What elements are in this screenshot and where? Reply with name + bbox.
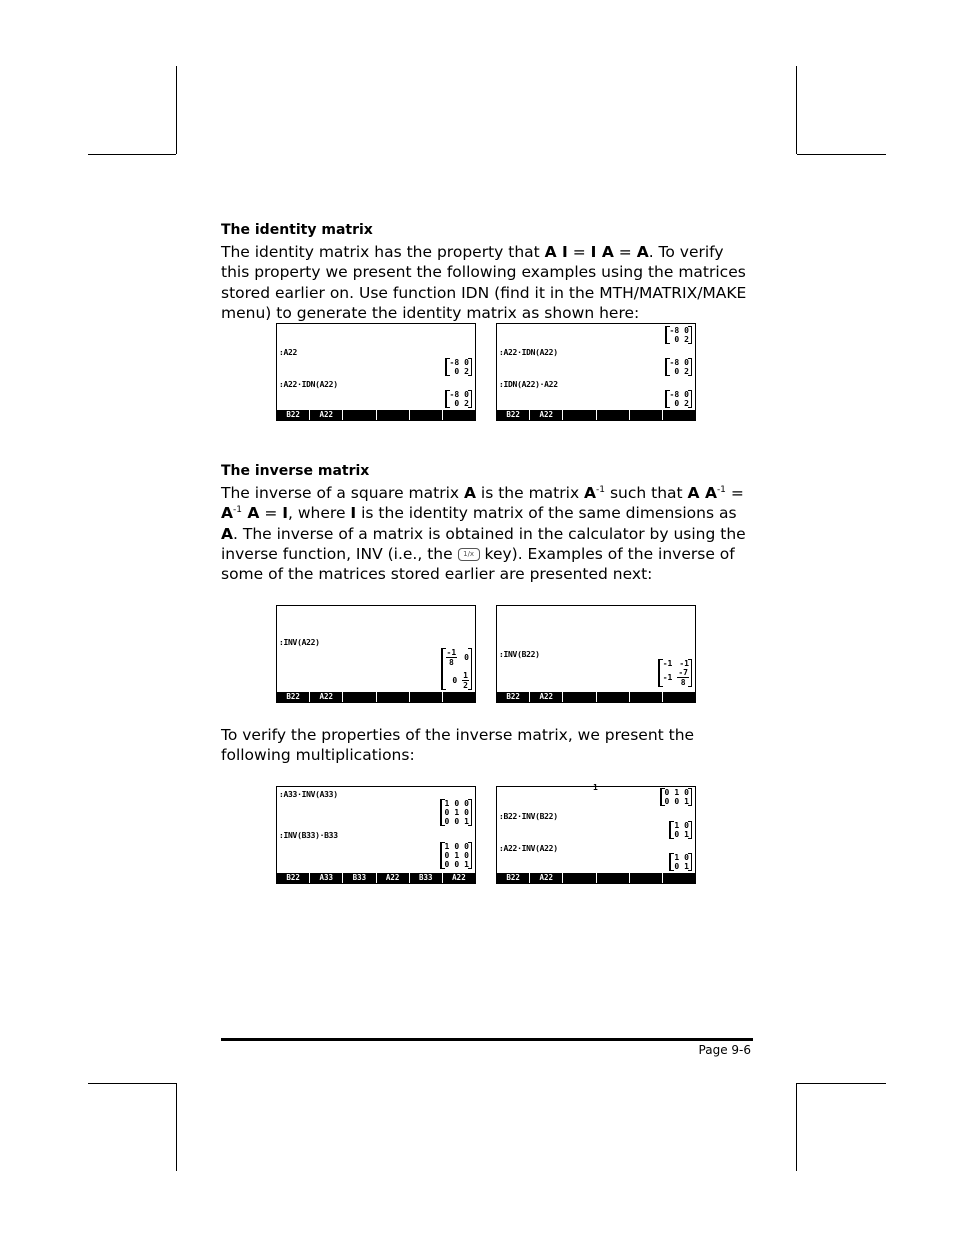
calculator-screen-3 xyxy=(276,605,476,703)
calculator-screen-2 xyxy=(496,323,696,421)
identity-heading: The identity matrix xyxy=(221,222,373,238)
softkey: B33 xyxy=(410,873,443,883)
identity-paragraph: The identity matrix has the property that A I = I A = A. To verify this property we present the following examples using the matrices stored earlier on. Use function IDN (find it in the MTH/MATRIX/MAKE menu) to generate the identity matrix as shown here: xyxy=(221,243,747,322)
softkey xyxy=(597,410,630,420)
softkey-menu xyxy=(277,410,475,420)
crop-mark xyxy=(796,66,797,154)
crop-mark xyxy=(176,66,177,154)
matrix-display: -8 0 0 2 xyxy=(665,326,692,344)
inverse-paragraph: The inverse of a square matrix A is the matrix $A^{-1}$ such that A $A^{-1} = A^{-1}$ A = I, where I is the identity matrix of the same dimensions as A. The inverse of a matrix is obtained in the calculator by using the inverse function, INV (i.e., the 1/x key). Examples of the inverse of some of the matrices stored earlier are presented next: xyxy=(221,484,746,584)
softkey: B22 xyxy=(497,410,530,420)
calculator-screen-1 xyxy=(276,323,476,421)
stack-line: :A22 xyxy=(279,348,298,357)
stack-line: :A22·IDN(A22) xyxy=(499,348,558,357)
calculator-screen-5 xyxy=(276,786,476,884)
matrix-display: -8 0 0 2 xyxy=(665,358,692,376)
softkey xyxy=(597,692,630,702)
softkey: B22 xyxy=(277,692,310,702)
crop-mark xyxy=(797,1083,886,1084)
softkey-menu xyxy=(497,410,695,420)
softkey xyxy=(343,410,376,420)
softkey: A33 xyxy=(310,873,343,883)
softkey-menu xyxy=(277,873,475,883)
softkey: A22 xyxy=(530,410,563,420)
matrix-display: $\frac{-1}{8}$ 0 0 $\frac{1}{2}$ xyxy=(441,648,472,690)
scroll-indicator: 1 xyxy=(593,783,598,792)
softkey xyxy=(597,873,630,883)
softkey xyxy=(410,410,443,420)
stack-line: :A33·INV(A33) xyxy=(279,790,338,799)
softkey: A22 xyxy=(530,692,563,702)
softkey-menu xyxy=(497,873,695,883)
crop-mark xyxy=(88,1083,176,1084)
calculator-screen-4 xyxy=(496,605,696,703)
crop-mark xyxy=(796,1083,797,1171)
crop-mark xyxy=(176,1083,177,1171)
softkey xyxy=(663,410,695,420)
crop-mark xyxy=(797,154,886,155)
matrix-display: 0 1 0 0 0 1 xyxy=(660,788,692,806)
matrix-display: -8 0 0 2 xyxy=(445,390,472,408)
verify-paragraph: To verify the properties of the inverse matrix, we present the following multiplications: xyxy=(221,726,695,765)
softkey xyxy=(663,692,695,702)
softkey: A22 xyxy=(377,873,410,883)
softkey: B22 xyxy=(277,410,310,420)
softkey: A22 xyxy=(452,873,466,882)
matrix-display: 1 0 0 0 1 0 0 0 1 xyxy=(440,842,472,869)
softkey xyxy=(377,692,410,702)
stack-line: :B22·INV(B22) xyxy=(499,812,558,821)
softkey xyxy=(563,873,596,883)
softkey xyxy=(410,692,443,702)
softkey xyxy=(630,410,663,420)
matrix-display: -8 0 0 2 xyxy=(665,390,692,408)
softkey xyxy=(443,410,475,420)
softkey: B22 xyxy=(497,692,530,702)
softkey-menu xyxy=(497,692,695,702)
stack-line: :INV(B33)·B33 xyxy=(279,831,338,840)
softkey: A22 xyxy=(310,410,343,420)
crop-mark xyxy=(88,154,176,155)
fraction: $\frac{1}{2}$ xyxy=(463,671,468,690)
inverse-heading: The inverse matrix xyxy=(221,463,370,479)
softkey: B33 xyxy=(343,873,376,883)
matrix-display: 1 0 0 1 xyxy=(669,853,692,871)
softkey xyxy=(563,692,596,702)
softkey-menu xyxy=(277,692,475,702)
softkey: B22 xyxy=(277,873,310,883)
calculator-screen-6 xyxy=(496,783,696,884)
softkey xyxy=(630,692,663,702)
footer-rule xyxy=(221,1038,753,1041)
softkey: A22 xyxy=(530,873,563,883)
softkey: A22 xyxy=(310,692,343,702)
stack-line: :A22·IDN(A22) xyxy=(279,380,338,389)
fraction: $\frac{-1}{8}$ xyxy=(446,648,457,667)
softkey: B22 xyxy=(497,873,530,883)
softkey xyxy=(377,410,410,420)
softkey xyxy=(630,873,663,883)
stack-line: :INV(A22) xyxy=(279,638,320,647)
stack-line: :IDN(A22)·A22 xyxy=(499,380,558,389)
matrix-display: 1 0 0 0 1 0 0 0 1 xyxy=(440,799,472,826)
stack-line: :INV(B22) xyxy=(499,650,540,659)
softkey xyxy=(343,692,376,702)
inverse-key-icon: 1/x xyxy=(458,548,480,561)
stack-line: :A22·INV(A22) xyxy=(499,844,558,853)
matrix-display: -1 -1 -1 $\frac{-7}{8}$ xyxy=(658,659,692,687)
page-number: Page 9-6 xyxy=(698,1043,751,1057)
matrix-display: 1 0 0 1 xyxy=(669,821,692,839)
softkey xyxy=(663,873,695,883)
softkey xyxy=(563,410,596,420)
softkey xyxy=(443,692,475,702)
matrix-display: -8 0 0 2 xyxy=(445,358,472,376)
fraction: $\frac{-7}{8}$ xyxy=(678,668,688,687)
